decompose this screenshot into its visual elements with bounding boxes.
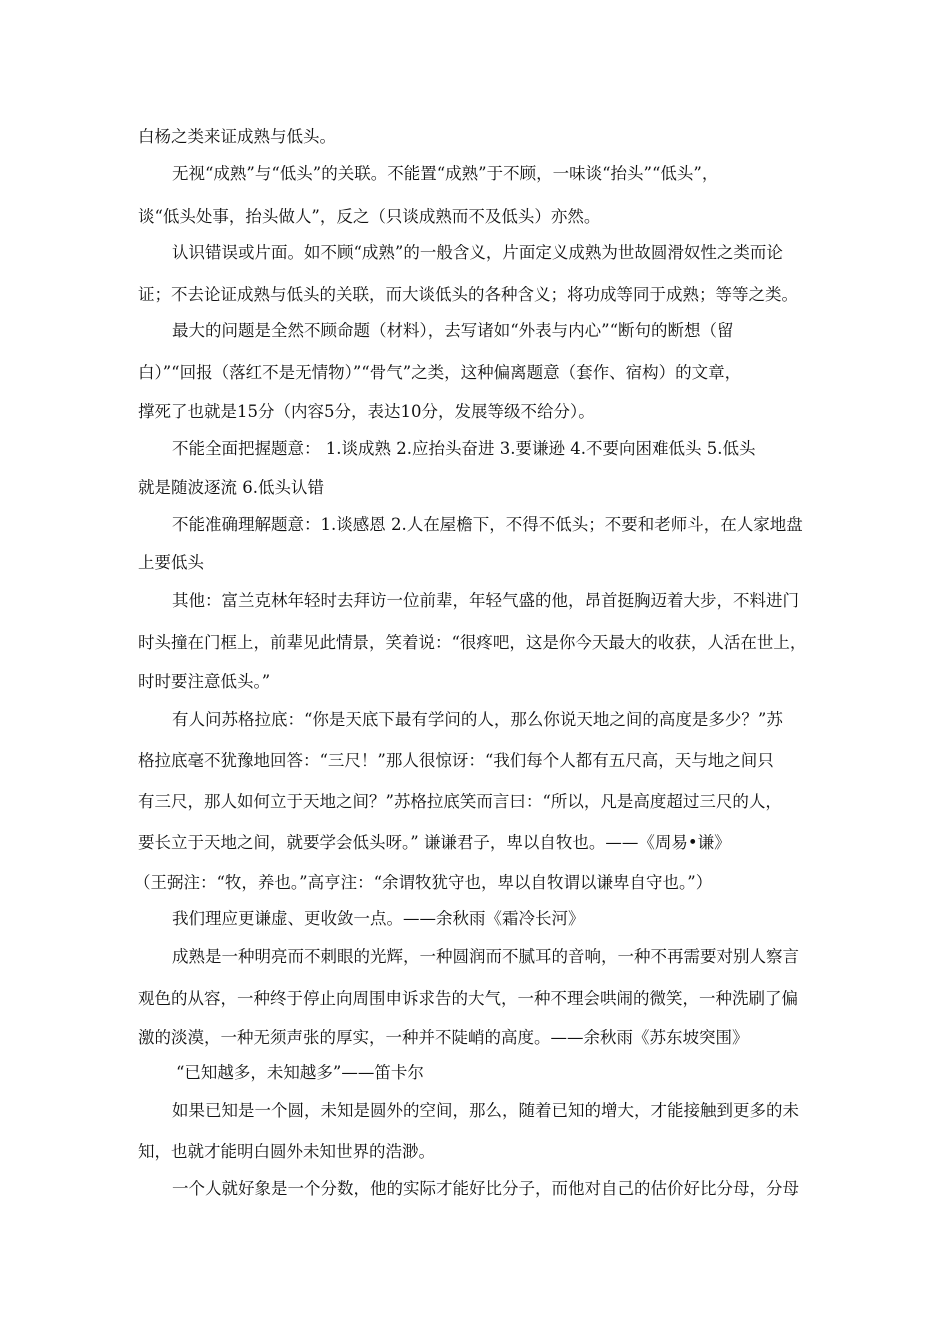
- text-line: 我们理应更谦虚、更收敛一点。——余秋雨《霜冷长河》: [172, 909, 585, 928]
- text-line: 知，也就才能明白圆外未知世界的浩渺。: [138, 1142, 435, 1161]
- text-line: 谈“低头处事，抬头做人”，反之（只谈成熟而不及低头）亦然。: [138, 207, 601, 226]
- text-line: 格拉底毫不犹豫地回答：“三尺！”那人很惊讶：“我们每个人都有五尺高，天与地之间只: [138, 751, 774, 770]
- text-line: 撑死了也就是15分（内容5分，表达10分，发展等级不给分）。: [138, 402, 595, 421]
- text-line: 成熟是一种明亮而不刺眼的光辉，一种圆润而不腻耳的音响，一种不再需要对别人察言: [172, 947, 799, 966]
- text-line: 就是随波逐流 6.低头认错: [138, 478, 324, 497]
- text-line: 认识错误或片面。如不顾“成熟”的一般含义，片面定义成熟为世故圆滑奴性之类而论: [172, 243, 783, 262]
- text-line: 时头撞在门框上，前辈见此情景，笑着说：“很疼吧，这是你今天最大的收获，人活在世上，: [138, 633, 807, 652]
- text-line: 其他：富兰克林年轻时去拜访一位前辈，年轻气盛的他，昂首挺胸迈着大步，不料进门: [172, 591, 799, 610]
- text-line: 观色的从容，一种终于停止向周围申诉求告的大气，一种不理会哄闹的微笑，一种洗刷了偏: [138, 989, 798, 1008]
- text-line: 时时要注意低头。”: [138, 672, 271, 691]
- text-line: “已知越多，未知越多”——笛卡尔: [176, 1063, 424, 1082]
- text-line: 有三尺，那人如何立于天地之间？”苏格拉底笑而言曰：“所以，凡是高度超过三尺的人，: [138, 792, 782, 811]
- text-line: 有人问苏格拉底：“你是天底下最有学问的人，那么你说天地之间的高度是多少？”苏: [172, 710, 783, 729]
- text-line: 白杨之类来证成熟与低头。: [138, 127, 336, 146]
- text-line: 不能准确理解题意：1.谈感恩 2.人在屋檐下，不得不低头；不要和老师斗，在人家地盘: [172, 515, 803, 534]
- text-line: 如果已知是一个圆，未知是圆外的空间，那么，随着已知的增大，才能接触到更多的未: [172, 1101, 799, 1120]
- text-line: 激的淡漠，一种无须声张的厚实，一种并不陡峭的高度。——余秋雨《苏东坡突围》: [138, 1028, 749, 1047]
- text-line: 一个人就好象是一个分数，他的实际才能好比分子，而他对自己的估价好比分母，分母: [172, 1179, 799, 1198]
- text-line: 证；不去论证成熟与低头的关联，而大谈低头的各种含义；将功成等同于成熟；等等之类。: [138, 285, 798, 304]
- text-line: 无视“成熟”与“低头”的关联。不能置“成熟”于不顾，一味谈“抬头”“低头”，: [172, 164, 719, 183]
- text-line: 要长立于天地之间，就要学会低头呀。” 谦谦君子，卑以自牧也。——《周易•谦》: [138, 833, 731, 852]
- text-line: 白）”“回报（落红不是无情物）”“骨气”之类，这种偏离题意（套作、宿构）的文章，: [138, 363, 742, 382]
- text-line: 最大的问题是全然不顾命题（材料），去写诸如“外表与内心”“断句的断想（留: [172, 321, 734, 340]
- text-line: 上要低头: [138, 553, 204, 572]
- text-line: （王弼注：“牧，养也。”高亨注：“余谓牧犹守也，卑以自牧谓以谦卑自守也。”）: [134, 873, 713, 892]
- text-line: 不能全面把握题意： 1.谈成熟 2.应抬头奋进 3.要谦逊 4.不要向困难低头 5.低头: [172, 439, 756, 458]
